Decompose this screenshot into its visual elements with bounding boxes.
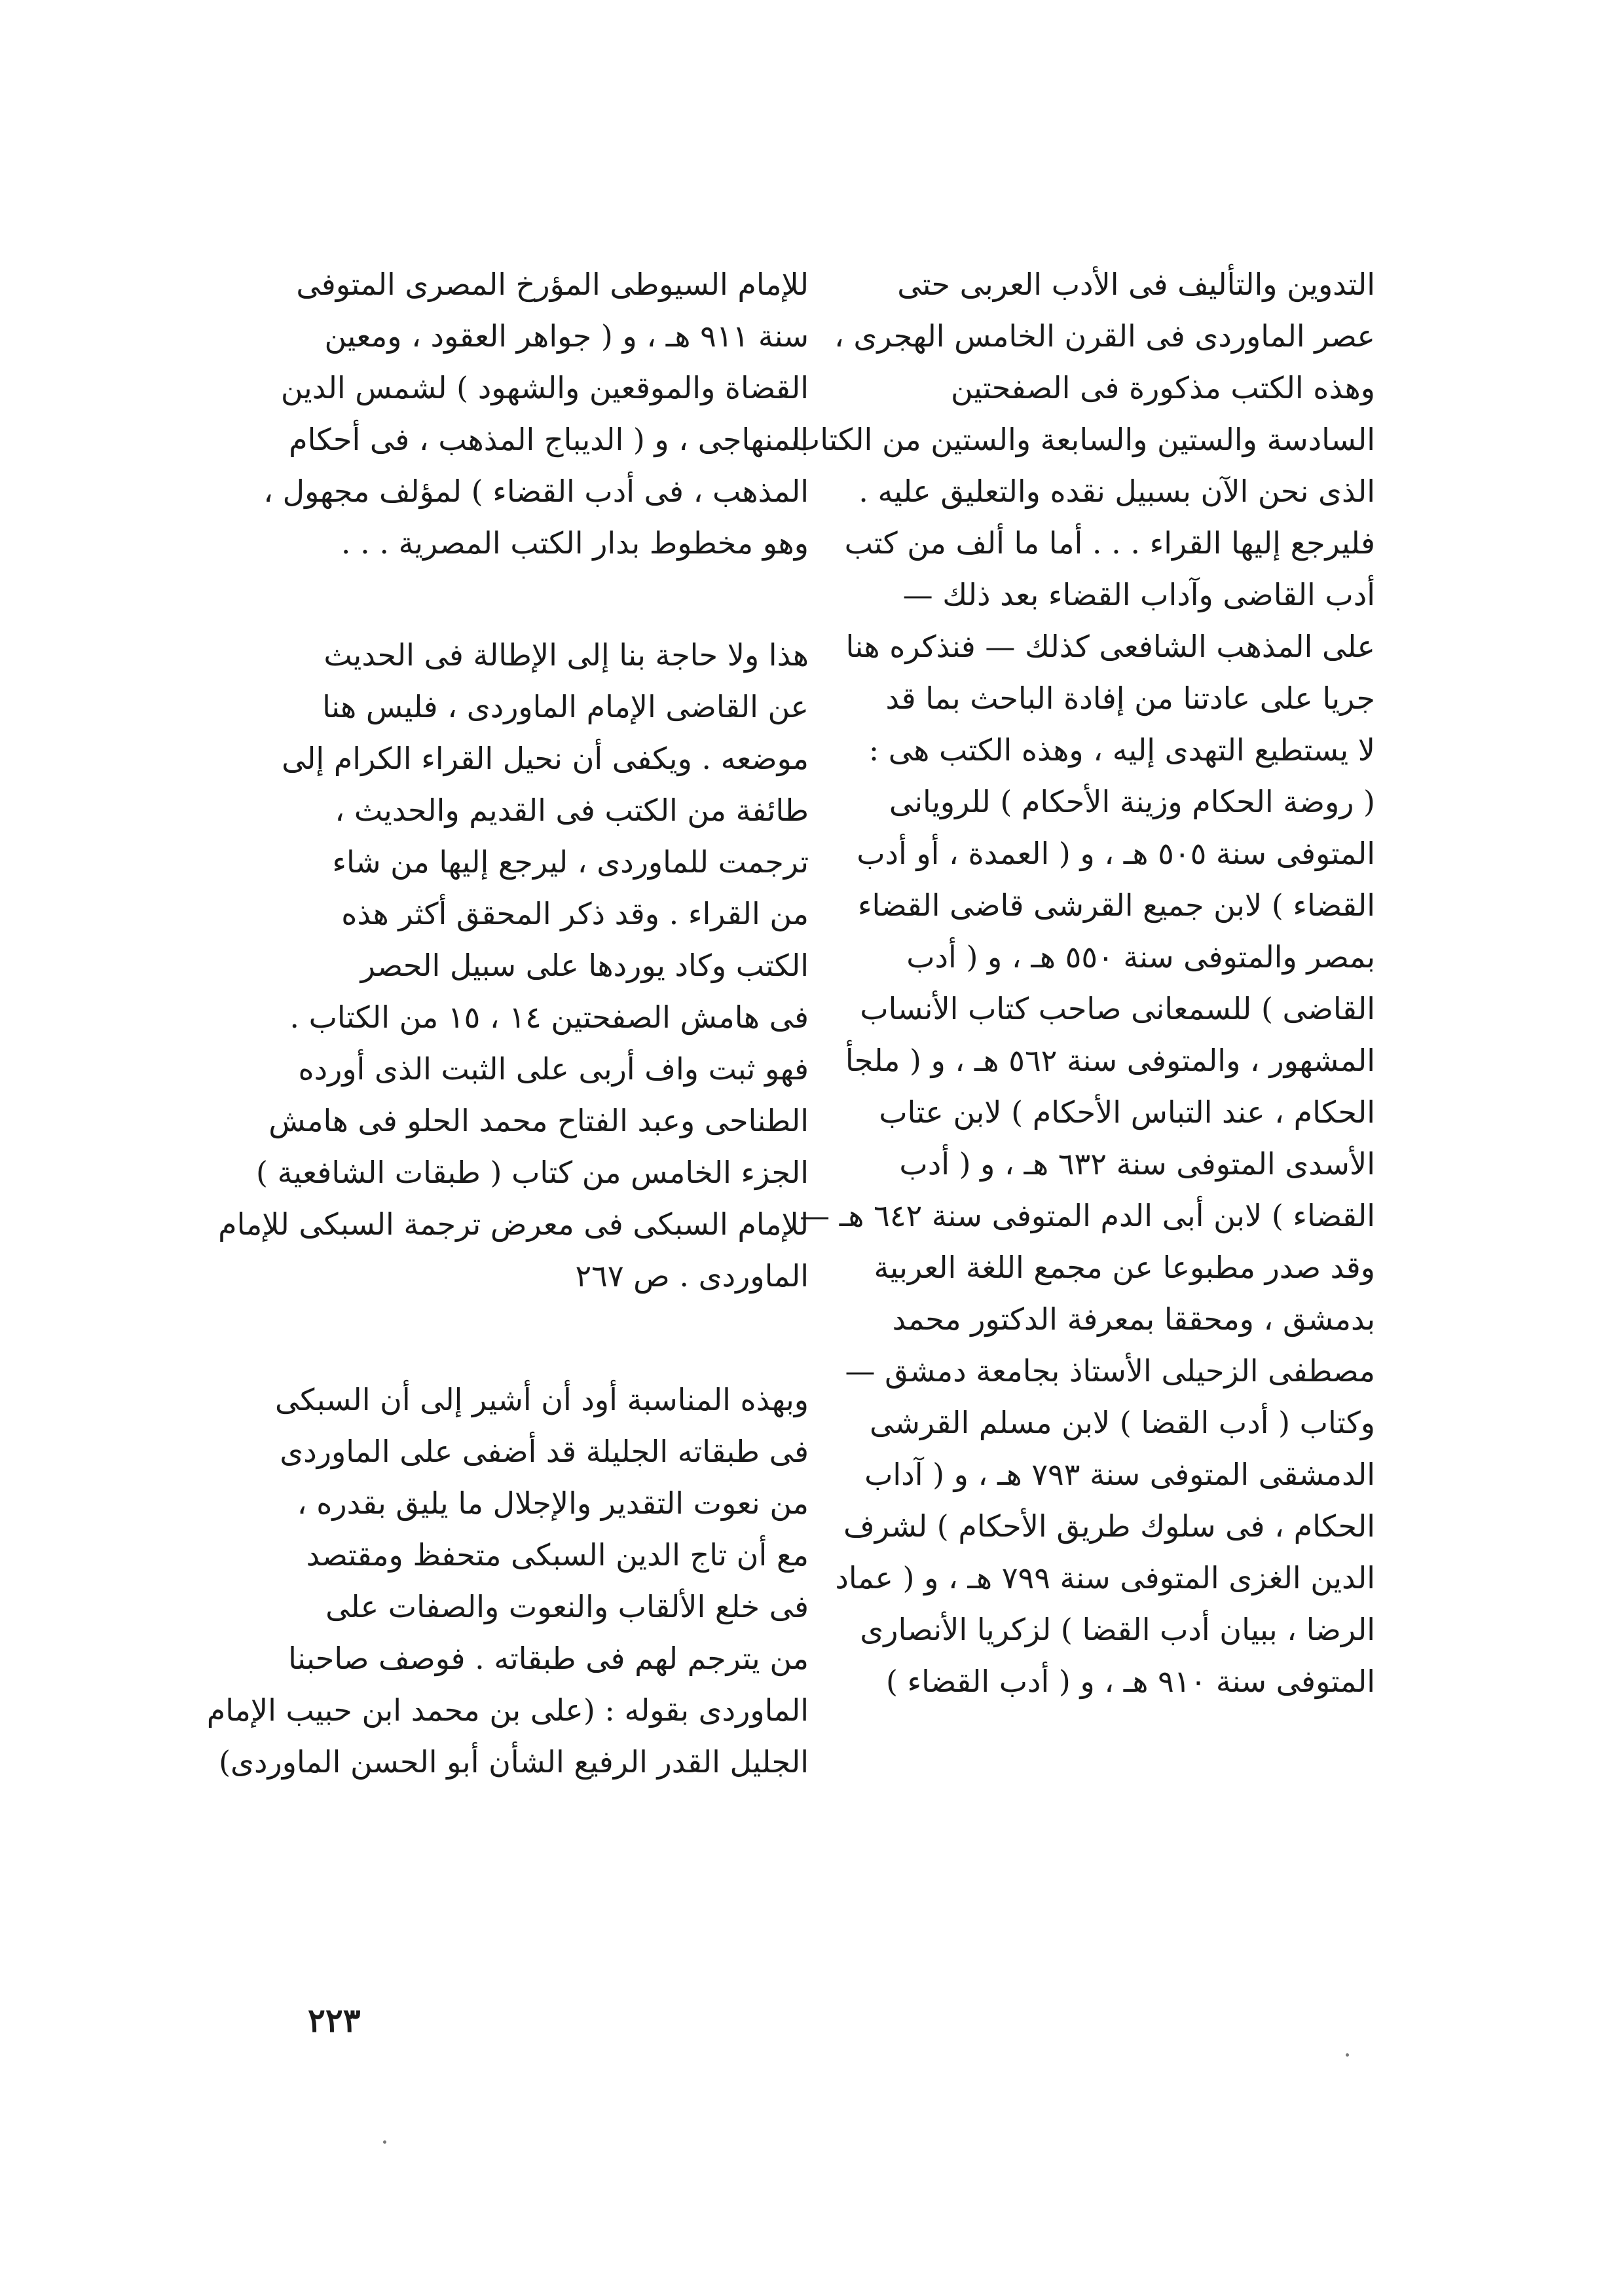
text-line: للإمام السبكى فى معرض ترجمة السبكى للإمام <box>218 1206 809 1242</box>
text-line: السادسة والستين والسابعة والستين من الكتاب <box>791 422 1375 457</box>
text-line: الجزء الخامس من كتاب ( طبقات الشافعية ) <box>256 1155 809 1190</box>
paragraph-gap <box>291 1302 809 1374</box>
text-line: وقد صدر مطبوعا عن مجمع اللغة العربية <box>874 1250 1375 1285</box>
text-line: المشهور ، والمتوفى سنة ٥٦٢ هـ ، و ( ملجأ <box>845 1043 1375 1078</box>
text-line: الكتب وكاد يوردها على سبيل الحصر <box>360 948 809 983</box>
right-column <box>791 259 1375 1707</box>
text-line: وهذه الكتب مذكورة فى الصفحتين <box>951 370 1375 405</box>
text-line: مع أن تاج الدين السبكى متحفظ ومقتصد <box>306 1537 809 1573</box>
text-line: القضاء ) لابن جميع القرشى قاضى القضاء <box>857 887 1375 923</box>
text-line: فليرجع إليها القراء . . . أما ما ألف من كتب <box>844 525 1375 561</box>
text-line: مصطفى الزحيلى الأستاذ بجامعة دمشق — <box>845 1353 1375 1389</box>
text-line: طائفة من الكتب فى القديم والحديث ، <box>335 793 809 828</box>
text-line: فى خلع الألقاب والنعوت والصفات على <box>325 1589 809 1624</box>
text-line: الرضا ، ببيان أدب القضا ) لزكريا الأنصارى <box>860 1612 1375 1647</box>
paragraph-1 <box>263 259 809 569</box>
text-line: المذهب ، فى أدب القضاء ) لمؤلف مجهول ، <box>263 474 809 509</box>
text-line: القضاء ) لابن أبى الدم المتوفى سنة ٦٤٢ هـ — <box>800 1198 1375 1233</box>
text-line: جريا على عادتنا من إفادة الباحث بما قد <box>885 681 1375 716</box>
text-line: القاضى ) للسمعانى صاحب كتاب الأنساب <box>860 991 1375 1026</box>
paragraph-2 <box>218 629 809 1302</box>
left-column <box>206 259 809 1788</box>
text-line: الدين الغزى المتوفى سنة ٧٩٩ هـ ، و ( عماد <box>835 1560 1375 1595</box>
text-line: أدب القاضى وآداب القضاء بعد ذلك — <box>902 577 1375 612</box>
text-line: فى هامش الصفحتين ١٤ ، ١٥ من الكتاب . <box>289 999 809 1035</box>
text-line: التدوين والتأليف فى الأدب العربى حتى <box>897 267 1375 302</box>
text-line: ( روضة الحكام وزينة الأحكام ) للرويانى <box>889 784 1375 819</box>
text-line: للإمام السيوطى المؤرخ المصرى المتوفى <box>296 267 809 302</box>
text-line: المنهاجى ، و ( الديباج المذهب ، فى أحكام <box>289 422 809 457</box>
text-line: وكتاب ( أدب القضا ) لابن مسلم القرشى <box>869 1405 1375 1440</box>
text-line: موضعه . ويكفى أن نحيل القراء الكرام إلى <box>282 741 809 776</box>
text-line: بمصر والمتوفى سنة ٥٥٠ هـ ، و ( أدب <box>906 939 1375 975</box>
text-line: الذى نحن الآن بسبيل نقده والتعليق عليه . <box>858 474 1375 509</box>
text-line: عصر الماوردى فى القرن الخامس الهجرى ، <box>834 318 1375 354</box>
text-line: الجليل القدر الرفيع الشأن أبو الحسن الماوردى) <box>219 1744 809 1780</box>
text-line: الأسدى المتوفى سنة ٦٣٢ هـ ، و ( أدب <box>899 1146 1375 1182</box>
text-line: بدمشق ، ومحققا بمعرفة الدكتور محمد <box>892 1301 1375 1337</box>
scan-speck <box>383 2140 386 2144</box>
text-line: الحكام ، فى سلوك طريق الأحكام ) لشرف <box>843 1508 1375 1544</box>
text-line: فى طبقاته الجليلة قد أضفى على الماوردى <box>280 1434 809 1469</box>
scan-speck <box>1346 2053 1349 2057</box>
text-line: وبهذه المناسبة أود أن أشير إلى أن السبكى <box>275 1382 809 1417</box>
text-line: المتوفى سنة ٩١٠ هـ ، و ( أدب القضاء ) <box>885 1664 1375 1699</box>
text-line: المتوفى سنة ٥٠٥ هـ ، و ( العمدة ، أو أدب <box>857 836 1375 871</box>
text-line: على المذهب الشافعى كذلك — فنذكره هنا <box>845 629 1375 664</box>
text-line: وهو مخطوط بدار الكتب المصرية . . . <box>341 525 809 561</box>
text-line: الدمشقى المتوفى سنة ٧٩٣ هـ ، و ( آداب <box>864 1457 1375 1492</box>
text-line: الحكام ، عند التباس الأحكام ) لابن عتاب <box>879 1094 1375 1130</box>
text-line: من القراء . وقد ذكر المحقق أكثر هذه <box>341 896 809 931</box>
text-line: من نعوت التقدير والإجلال ما يليق بقدره ، <box>297 1485 809 1521</box>
text-line: الماوردى . ص ٢٦٧ <box>575 1258 809 1294</box>
text-line: ترجمت للماوردى ، ليرجع إليها من شاء <box>332 844 809 880</box>
text-line: هذا ولا حاجة بنا إلى الإطالة فى الحديث <box>323 637 809 673</box>
text-line: من يترجم لهم فى طبقاته . فوصف صاحبنا <box>288 1641 809 1676</box>
paragraph-3 <box>206 1374 809 1788</box>
text-line: الطناحى وعبد الفتاح محمد الحلو فى هامش <box>268 1103 809 1138</box>
text-line: عن القاضى الإمام الماوردى ، فليس هنا <box>322 689 809 724</box>
text-line: الماوردى بقوله : (على بن محمد ابن حبيب الإمام <box>206 1692 809 1728</box>
text-line: القضاة والموقعين والشهود ) لشمس الدين <box>280 370 809 405</box>
text-line: فهو ثبت واف أربى على الثبت الذى أورده <box>298 1051 809 1087</box>
text-line: سنة ٩١١ هـ ، و ( جواهر العقود ، ومعين <box>324 318 809 354</box>
page-number: ٢٢٣ <box>308 2001 361 2040</box>
text-line: لا يستطيع التهدى إليه ، وهذه الكتب هى : <box>868 732 1375 768</box>
paragraph-gap <box>291 569 809 629</box>
